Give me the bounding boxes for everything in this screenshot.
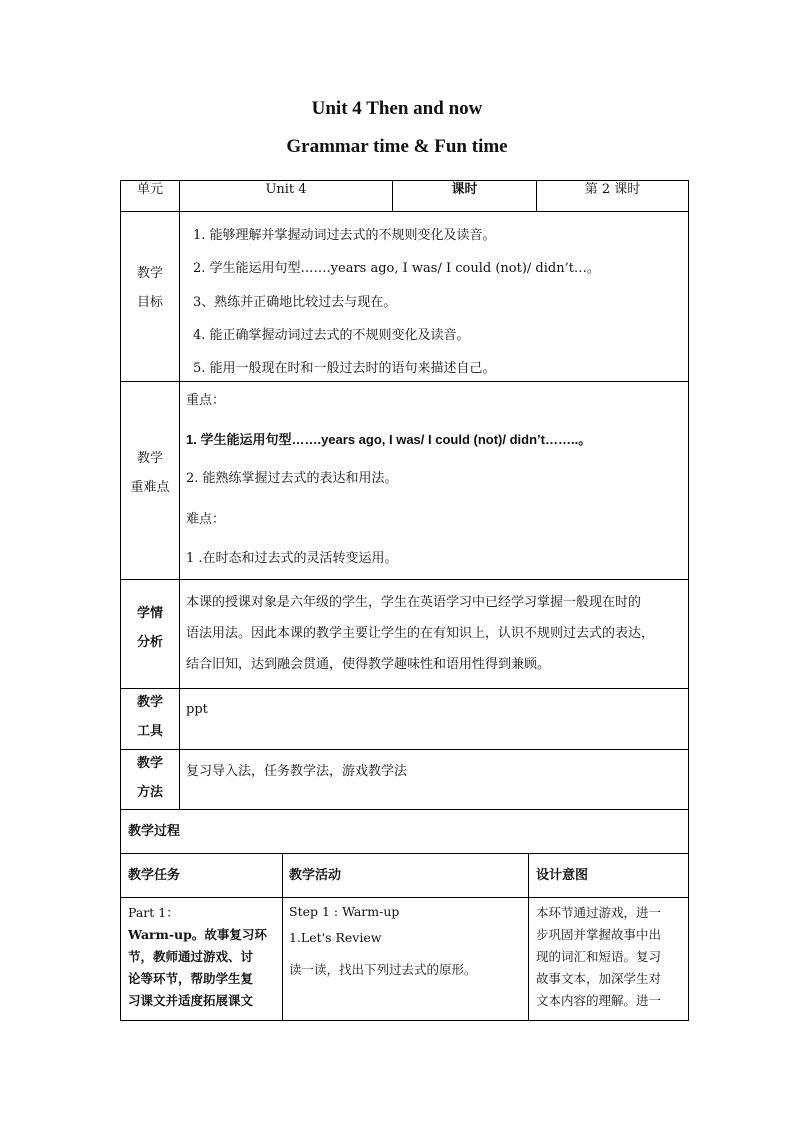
tools-value: ppt bbox=[186, 702, 208, 717]
focus-item: 2. 能熟练掌握过去式的表达和用法。 bbox=[186, 471, 398, 486]
task-cell: Part 1： Warm-up。故事复习环 节，教师通过游戏、讨 论等环节，帮助学生复 习课文并适度拓展课文 bbox=[128, 905, 267, 1008]
activity-cell: Step 1 : Warm-up 1.Let's Review 读一读，找出下列过去式的原形。 bbox=[289, 904, 477, 977]
methods-value: 复习导入法，任务教学法，游戏教学法 bbox=[186, 764, 408, 779]
analysis-text: 本课的授课对象是六年级的学生，学生在英语学习中已经学习掌握一般现在时的 语法用法。因此本课的教学主要让学生的在有知识上，认识不规则过去式的表达， 结合旧知，达到融会贯通，使得教学趣味性和语用性得到兼顾。 bbox=[186, 595, 655, 672]
methods-label: 教学 方法 bbox=[136, 756, 163, 800]
period-value: 第 2 课时 bbox=[584, 182, 641, 197]
unit-label: 单元 bbox=[136, 182, 163, 197]
objective-item: 5. 能用一般现在时和一般过去时的语句来描述自己。 bbox=[193, 361, 496, 376]
objective-item: 4. 能正确掌握动词过去式的不规则变化及读音。 bbox=[193, 328, 470, 343]
col-header-task: 教学任务 bbox=[128, 868, 181, 883]
page-subtitle: Grammar time & Fun time bbox=[286, 136, 508, 157]
objective-item: 3、熟练并正确地比较过去与现在。 bbox=[193, 295, 397, 310]
objective-item: 1. 能够理解并掌握动词过去式的不规则变化及读音。 bbox=[193, 228, 496, 243]
intent-cell: 本环节通过游戏，进一 步巩固并掌握故事中出 现的词汇和短语。复习 故事文本，加深学生对 文本内容的理解。进一 bbox=[536, 905, 662, 1008]
focus-heading: 重点： bbox=[186, 393, 226, 408]
difficulty-heading: 难点： bbox=[186, 512, 226, 527]
tools-label: 教学 工具 bbox=[136, 695, 163, 739]
difficulty-item: 1 .在时态和过去式的灵活转变运用。 bbox=[186, 551, 398, 566]
col-header-intent: 设计意图 bbox=[536, 868, 589, 883]
analysis-label: 学情 分析 bbox=[136, 606, 163, 650]
objective-item: 2. 学生能运用句型…….years ago, I was/ I could (not)/ didn’t…。 bbox=[193, 261, 600, 276]
process-heading: 教学过程 bbox=[128, 824, 181, 839]
period-label: 课时 bbox=[451, 182, 478, 197]
unit-value: Unit 4 bbox=[265, 182, 307, 197]
col-header-activity: 教学活动 bbox=[289, 868, 342, 883]
key-points-label: 教学 重难点 bbox=[130, 451, 170, 495]
page-title: Unit 4 Then and now bbox=[311, 98, 483, 119]
focus-item: 1. 学生能运用句型…….years ago, I was/ I could (not)/ didn’t……..。 bbox=[186, 432, 592, 447]
objectives-label: 教学 目标 bbox=[136, 266, 163, 310]
